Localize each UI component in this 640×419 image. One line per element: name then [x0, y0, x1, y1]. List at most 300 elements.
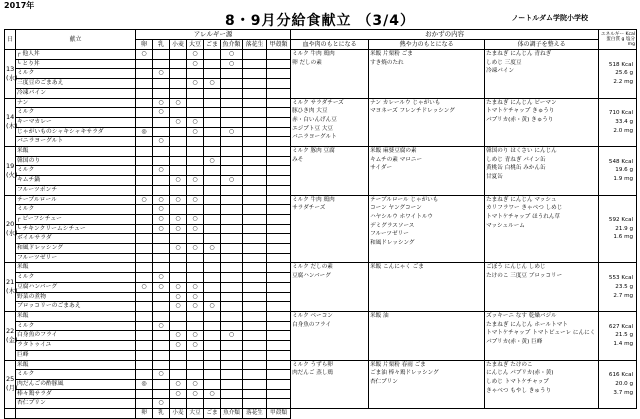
allergen-mark	[221, 321, 243, 331]
allergen-mark: ◎	[136, 379, 153, 389]
allergen-mark: ○	[204, 79, 221, 89]
allergen-mark	[136, 370, 153, 380]
allergen-mark	[267, 117, 291, 127]
allergen-header: 大豆	[187, 40, 204, 50]
yellow-food-line: 米飯 片栗粉 ごま	[370, 51, 413, 57]
allergen-mark: ○	[170, 282, 187, 292]
nutrition-value: 2.2 mg	[613, 79, 634, 86]
yellow-food-line: ナン カレールウ じゃがいも	[370, 99, 441, 106]
allergen-header: 魚介類	[222, 41, 241, 48]
green-food-line: パプリカ(赤・黄) 巨峰	[486, 339, 543, 346]
menu-item: ミルク	[16, 69, 136, 79]
allergen-mark	[170, 321, 187, 331]
nutrition-cell	[599, 50, 637, 99]
allergen-mark	[243, 360, 267, 370]
red-food-line: 豚ひき肉 大豆	[292, 108, 328, 115]
red-food-line: ミルク 牛肉 鶏肉	[292, 196, 335, 203]
green-food-line: 韓国のり はくさい にんじん	[486, 148, 557, 155]
allergen-footer: 甲殻類	[267, 409, 291, 419]
red-foods-cell	[291, 263, 369, 312]
allergen-mark: ○	[153, 224, 170, 234]
allergen-header: 卵	[136, 40, 153, 50]
green-food-line: パプリカ(赤・黄) きゅうり	[486, 116, 554, 123]
allergen-mark	[221, 370, 243, 380]
green-foods-cell	[485, 360, 599, 409]
allergen-mark	[267, 147, 291, 157]
allergen-mark	[136, 137, 153, 147]
allergen-mark	[221, 195, 243, 205]
allergen-mark	[204, 98, 221, 108]
allergen-mark: ○	[170, 195, 187, 205]
allergen-mark	[136, 292, 153, 302]
allergen-mark	[267, 137, 291, 147]
red-food-line: みそ	[292, 156, 304, 163]
allergen-mark	[204, 253, 221, 263]
day-cell	[5, 263, 16, 312]
allergen-mark	[204, 379, 221, 389]
allergen-mark	[170, 59, 187, 69]
day-weekday: (木)	[6, 122, 18, 131]
allergen-mark	[187, 88, 204, 98]
day-weekday: (水)	[6, 229, 18, 237]
allergen-mark	[221, 147, 243, 157]
allergen-mark: ○	[153, 69, 170, 79]
allergen-mark	[243, 117, 267, 127]
allergen-mark	[267, 214, 291, 224]
allergen-mark: ○	[170, 244, 187, 254]
menu-item: 杏仁プリン	[16, 399, 136, 409]
header-row-1	[5, 30, 637, 40]
allergen-mark	[243, 195, 267, 205]
allergen-mark	[187, 108, 204, 118]
yellow-foods-cell	[369, 311, 485, 360]
yellow-food-line: 米飯 こんにゃく ごま	[370, 264, 424, 271]
allergen-mark	[267, 234, 291, 244]
yellow-foods-cell	[369, 147, 485, 196]
yellow-food-line: テーブルロール じゃがいも	[370, 196, 439, 203]
green-foods-cell	[485, 50, 599, 99]
allergen-mark	[170, 350, 187, 360]
allergen-mark	[243, 127, 267, 137]
green-foods-cell	[485, 195, 599, 263]
allergen-mark	[204, 370, 221, 380]
day-cell	[5, 195, 16, 263]
allergen-mark	[221, 156, 243, 166]
nutrition-value: 33.4 g	[615, 118, 634, 125]
allergen-mark	[267, 321, 291, 331]
allergen-mark	[267, 370, 291, 380]
menu-item: 豆腐ハンバーグ	[16, 282, 136, 292]
allergen-mark	[267, 341, 291, 351]
allergen-mark	[136, 205, 153, 215]
allergen-mark	[187, 137, 204, 147]
allergen-mark: ○	[170, 302, 187, 312]
menu-item: フルーツポンチ	[16, 185, 136, 195]
menu-row	[5, 263, 637, 273]
allergen-mark	[170, 234, 187, 244]
menu-row	[5, 147, 637, 157]
allergen-mark	[153, 292, 170, 302]
yellow-foods-cell	[369, 98, 485, 147]
red-food-line: サラダチーズ	[292, 205, 326, 212]
allergen-mark	[243, 69, 267, 79]
allergen-mark: ○	[204, 156, 221, 166]
allergen-mark	[153, 331, 170, 341]
menu-item: 米飯	[16, 147, 136, 157]
red-food-line: 白身魚のフライ	[292, 321, 332, 328]
allergen-mark	[170, 263, 187, 273]
allergen-mark	[136, 79, 153, 89]
day-date: 25	[6, 375, 15, 384]
allergen-mark	[136, 185, 153, 195]
menu-item: フルーツゼリー	[16, 253, 136, 263]
allergen-mark	[243, 311, 267, 321]
allergen-mark	[267, 176, 291, 186]
red-group-header: 血や肉のもとになる	[291, 40, 369, 50]
day-header: 日	[5, 30, 16, 50]
green-food-line: きゃべつ もやし きゅうり	[486, 387, 552, 394]
menu-item: 米飯	[16, 360, 136, 370]
allergen-mark	[243, 88, 267, 98]
yellow-food-line: すき焼のたれ	[370, 59, 404, 66]
allergen-mark	[153, 341, 170, 351]
red-foods-cell	[291, 360, 369, 409]
page-title: 8・9月分給食献立 （3/4）	[225, 13, 415, 29]
green-food-line: しめじ トマトケチャップ	[486, 378, 549, 385]
menu-item: 棒々鶏サラダ	[16, 389, 136, 399]
allergen-mark: ○	[204, 244, 221, 254]
allergen-mark	[153, 117, 170, 127]
yellow-food-line: 米飯 麻婆豆腐の素	[370, 148, 417, 155]
allergen-mark	[204, 234, 221, 244]
green-food-line: たまねぎ にんじん ホールトマト	[486, 321, 568, 328]
allergen-mark	[153, 311, 170, 321]
allergen-mark: ○	[170, 117, 187, 127]
allergen-mark	[153, 176, 170, 186]
yellow-food-line: キムチの素 マロニー	[370, 156, 423, 163]
allergen-mark	[243, 79, 267, 89]
allergen-mark: ○	[153, 166, 170, 176]
allergen-mark	[136, 108, 153, 118]
allergen-mark	[267, 166, 291, 176]
red-food-line: バニラヨーグルト	[292, 134, 337, 141]
red-foods-cell	[291, 98, 369, 147]
day-date: 13	[6, 64, 15, 73]
green-food-line: トマトケチャップ ほうれん草	[486, 213, 561, 220]
day-cell	[5, 147, 16, 196]
allergen-mark	[267, 331, 291, 341]
nutrition-value: 25.6 g	[615, 70, 634, 77]
allergen-mark	[170, 137, 187, 147]
day-weekday: (火)	[6, 170, 18, 179]
red-food-line: 赤・白いんげん豆	[292, 116, 337, 123]
allergen-mark	[243, 263, 267, 273]
allergen-mark	[204, 195, 221, 205]
allergen-header: 落花生	[243, 40, 267, 50]
yellow-food-line: フルーツゼリー	[370, 231, 409, 238]
nutrition-value: 2.7 mg	[613, 292, 634, 299]
allergen-mark: ○	[221, 176, 243, 186]
day-date: 20	[6, 220, 15, 228]
allergen-mark: ○	[136, 50, 153, 60]
day-weekday: (木)	[6, 287, 18, 296]
allergen-mark	[170, 253, 187, 263]
green-food-line: ズッキーニ なす 乾燥バジル	[486, 312, 557, 319]
allergen-mark	[243, 98, 267, 108]
energy-header: エネルギー Kcal 蛋白質 g 塩分 mg	[599, 30, 637, 50]
allergen-header: 乳	[153, 40, 170, 50]
green-food-line: たけのこ 三度豆 ブロッコリー	[486, 273, 563, 280]
allergen-mark	[204, 399, 221, 409]
allergen-mark	[170, 127, 187, 137]
allergen-mark	[243, 185, 267, 195]
allergen-mark: ○	[187, 341, 204, 351]
allergen-mark	[170, 50, 187, 60]
allergen-mark: ○	[187, 176, 204, 186]
allergen-mark	[267, 273, 291, 283]
day-date: 21	[6, 278, 15, 287]
allergen-mark	[204, 127, 221, 137]
allergen-mark: ○	[221, 127, 243, 137]
allergen-mark	[204, 273, 221, 283]
nutrition-cell	[599, 360, 637, 409]
allergen-mark	[170, 360, 187, 370]
allergen-mark	[243, 244, 267, 254]
nutrition-value: 21.9 g	[615, 225, 634, 232]
allergen-mark	[187, 321, 204, 331]
nutrition-value: 1.6 mg	[613, 234, 634, 241]
menu-row	[5, 195, 637, 205]
green-foods-cell	[485, 147, 599, 196]
menu-item: ミルク	[16, 205, 136, 215]
allergen-mark	[221, 166, 243, 176]
allergen-mark: ○	[153, 98, 170, 108]
allergen-mark	[267, 282, 291, 292]
allergen-mark: ○	[153, 321, 170, 331]
yellow-food-line: 米飯 片栗粉 春雨 ごま	[370, 361, 426, 368]
allergen-mark	[136, 69, 153, 79]
allergen-mark	[136, 389, 153, 399]
allergen-mark: ○	[170, 331, 187, 341]
nutrition-value: 2.0 mg	[613, 127, 634, 134]
allergen-mark	[267, 88, 291, 98]
allergen-mark	[243, 234, 267, 244]
allergen-mark	[187, 360, 204, 370]
green-food-line: たまねぎ にんじん ピーマン	[486, 99, 557, 106]
allergen-mark: ○	[153, 273, 170, 283]
allergen-mark	[221, 263, 243, 273]
allergen-mark	[153, 79, 170, 89]
menu-item: キムチ鍋	[16, 176, 136, 186]
menu-item: 白身魚のフライ	[16, 331, 136, 341]
allergen-mark	[267, 350, 291, 360]
allergen-mark	[187, 263, 204, 273]
allergen-mark	[221, 273, 243, 283]
allergen-mark	[187, 205, 204, 215]
allergen-mark	[204, 263, 221, 273]
yellow-foods-cell	[369, 360, 485, 409]
menu-item: 巨峰	[16, 350, 136, 360]
yellow-food-line: ハヤシルウ ホワイトルウ	[370, 213, 434, 220]
menu-item: ┌ 他人丼	[16, 50, 136, 60]
allergen-mark	[136, 117, 153, 127]
green-food-line: しめじ 三度豆	[486, 59, 522, 66]
red-food-line: ミルク 牛肉 鶏肉	[292, 51, 335, 57]
yellow-foods-cell	[369, 263, 485, 312]
allergen-mark	[136, 59, 153, 69]
allergen-mark	[136, 360, 153, 370]
allergen-mark	[204, 147, 221, 157]
allergen-mark	[204, 311, 221, 321]
allergen-mark	[267, 302, 291, 312]
allergen-mark	[204, 176, 221, 186]
allergen-mark	[153, 379, 170, 389]
allergen-mark	[170, 156, 187, 166]
year-label: 2017年	[4, 1, 35, 10]
allergen-mark: ○	[221, 331, 243, 341]
allergen-mark	[187, 253, 204, 263]
allergen-mark	[153, 50, 170, 60]
allergen-mark	[243, 292, 267, 302]
allergen-mark	[221, 311, 243, 321]
allergen-mark	[153, 253, 170, 263]
allergen-mark	[221, 69, 243, 79]
red-food-line: ミルク サラダチーズ	[292, 99, 344, 106]
yellow-food-line: 米飯 油	[370, 312, 389, 319]
allergen-mark: ○	[187, 127, 204, 137]
allergen-mark	[170, 88, 187, 98]
allergen-mark	[221, 185, 243, 195]
allergen-mark	[243, 147, 267, 157]
nutrition-value: 1.4 mg	[613, 341, 634, 348]
allergen-mark: ○	[187, 292, 204, 302]
allergen-mark	[136, 176, 153, 186]
allergen-mark	[187, 273, 204, 283]
nutrition-value: 3.7 mg	[613, 389, 634, 396]
allergen-mark	[221, 88, 243, 98]
allergen-mark	[243, 379, 267, 389]
allergen-mark	[243, 302, 267, 312]
menu-item: ミルク	[16, 273, 136, 283]
nutrition-value: 553 Kcal	[608, 275, 634, 282]
menu-item: 野菜の煮物	[16, 292, 136, 302]
allergen-mark	[243, 399, 267, 409]
yellow-food-line: マヨネーズ フレンチドレッシング	[370, 108, 455, 115]
allergen-mark	[136, 399, 153, 409]
allergen-mark: ○	[153, 205, 170, 215]
allergen-mark	[187, 311, 204, 321]
allergen-mark	[204, 117, 221, 127]
allergen-mark	[204, 185, 221, 195]
allergen-mark	[153, 360, 170, 370]
nutrition-cell	[599, 311, 637, 360]
allergen-mark: ○	[153, 214, 170, 224]
day-date: 22	[6, 326, 15, 335]
allergen-mark	[221, 292, 243, 302]
nutrition-cell	[599, 195, 637, 263]
allergen-mark	[187, 98, 204, 108]
menu-item: ブロッコリーのごまあえ	[16, 302, 136, 312]
allergen-mark	[267, 69, 291, 79]
day-weekday: (水)	[6, 73, 18, 82]
allergen-mark	[136, 88, 153, 98]
allergen-mark: ○	[187, 331, 204, 341]
school-name: ノートルダム学院小学校	[511, 14, 588, 22]
green-food-line: しめじ 青ねぎ パイン缶	[486, 156, 546, 163]
nutrition-value: 19.6 g	[615, 167, 634, 174]
allergen-mark	[243, 331, 267, 341]
green-food-line: たまねぎ たけのこ	[486, 361, 533, 368]
allergen-mark	[170, 79, 187, 89]
allergen-mark	[153, 127, 170, 137]
allergen-mark: ○	[187, 117, 204, 127]
menu-item: ミルク	[16, 321, 136, 331]
allergen-mark: ○	[170, 176, 187, 186]
nutrition-value: 627 Kcal	[608, 323, 634, 330]
allergen-mark	[204, 224, 221, 234]
allergen-mark	[187, 370, 204, 380]
allergen-mark	[187, 156, 204, 166]
allergen-mark	[153, 88, 170, 98]
day-cell	[5, 360, 16, 409]
allergen-mark	[187, 166, 204, 176]
allergen-mark	[243, 253, 267, 263]
allergen-mark	[153, 263, 170, 273]
day-cell	[5, 311, 16, 360]
allergen-header: ごま	[204, 40, 221, 50]
allergen-mark	[170, 399, 187, 409]
red-food-line: ミルク だしの素	[292, 264, 333, 271]
allergen-mark	[243, 321, 267, 331]
allergen-mark	[267, 59, 291, 69]
yellow-foods-cell	[369, 195, 485, 263]
allergen-mark: ○	[187, 224, 204, 234]
menu-item: 米飯	[16, 263, 136, 273]
red-food-line: ミルク ベーコン	[292, 312, 333, 319]
green-foods-cell	[485, 311, 599, 360]
allergen-mark	[267, 244, 291, 254]
allergen-mark	[136, 156, 153, 166]
allergen-mark	[267, 205, 291, 215]
green-group-header: 体の調子を整える	[485, 40, 599, 50]
allergen-mark	[136, 302, 153, 312]
allergen-mark	[267, 156, 291, 166]
allergen-mark	[153, 302, 170, 312]
menu-item: └ チキンクリームシチュー	[16, 224, 136, 234]
menu-body	[5, 50, 637, 409]
day-weekday: (月)	[6, 384, 18, 393]
allergen-mark: ◎	[136, 127, 153, 137]
day-cell	[5, 50, 16, 99]
allergen-mark	[187, 350, 204, 360]
allergen-mark	[170, 185, 187, 195]
allergen-mark	[267, 108, 291, 118]
allergen-mark	[243, 389, 267, 399]
menu-item: テーブルロール	[16, 195, 136, 205]
allergen-mark	[136, 341, 153, 351]
day-date: 19	[6, 161, 15, 170]
allergen-mark	[267, 379, 291, 389]
allergen-mark	[136, 244, 153, 254]
yellow-food-line: デミグラスソース	[370, 222, 415, 229]
red-food-line: エジプト豆 大豆	[292, 125, 334, 132]
allergen-mark: ○	[170, 98, 187, 108]
allergen-mark	[243, 137, 267, 147]
red-foods-cell	[291, 311, 369, 360]
green-food-line: 甘夏缶	[486, 174, 503, 181]
allergen-mark	[267, 360, 291, 370]
allergen-mark	[267, 399, 291, 409]
